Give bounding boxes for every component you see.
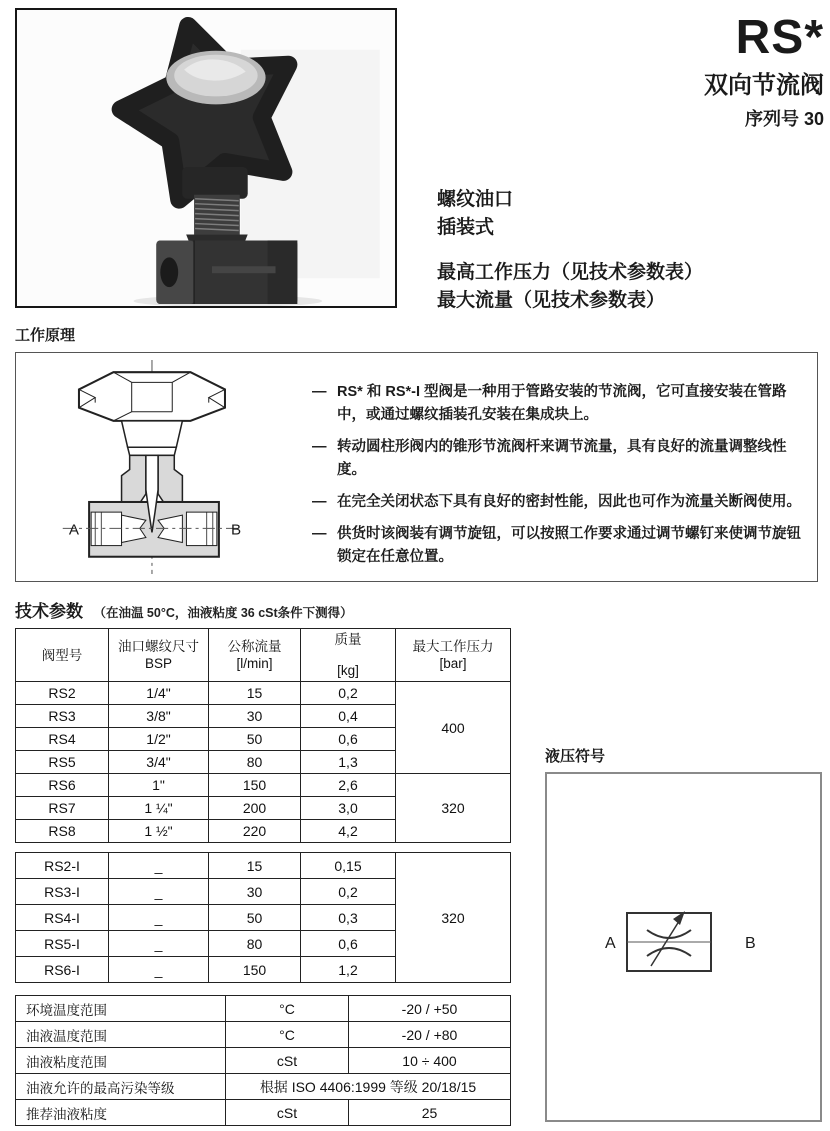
cell-model: RS2-I: [16, 853, 109, 879]
cell-model: RS5: [16, 751, 109, 774]
port-b-label: B: [231, 521, 242, 539]
valve-cross-section-drawing: [29, 358, 279, 576]
cell-thread: _: [109, 957, 209, 983]
table-header-row: [16, 629, 511, 682]
title-block: [704, 11, 824, 131]
cell-model: RS5-I: [16, 931, 109, 957]
cell-condition-label: 环境温度范围: [16, 996, 226, 1022]
cell-thread: 1": [109, 774, 209, 797]
col-header-flow: 公称流量 [l/min]: [209, 629, 301, 682]
cell-thread: _: [109, 853, 209, 879]
cell-flow: 80: [209, 931, 301, 957]
cell-flow: 220: [209, 820, 301, 843]
cell-flow: 200: [209, 797, 301, 820]
cell-thread: 1/4": [109, 682, 209, 705]
cell-mass: 3,0: [301, 797, 396, 820]
hydraulic-symbol-panel: [545, 772, 822, 1122]
feature-line: 最高工作压力（见技术参数表）: [437, 262, 704, 283]
cell-thread: 3/4": [109, 751, 209, 774]
cell-mass: 0,2: [301, 879, 396, 905]
tech-params-title: 技术参数: [15, 602, 83, 621]
cell-mass: 0,2: [301, 682, 396, 705]
table-row: [16, 1048, 511, 1074]
working-principle-panel: [15, 352, 818, 582]
cell-value: 10 ÷ 400: [349, 1048, 511, 1074]
cell-mass: 2,6: [301, 774, 396, 797]
col-header-thread: 油口螺纹尺寸 BSP: [109, 629, 209, 682]
symbol-port-a-label: A: [605, 935, 616, 952]
cell-thread: _: [109, 931, 209, 957]
col-header-pressure: 最大工作压力 [bar]: [396, 629, 511, 682]
product-photo: [15, 8, 397, 308]
cell-thread: 3/8": [109, 705, 209, 728]
cell-condition-label: 油液粘度范围: [16, 1048, 226, 1074]
series-number: 序列号 30: [744, 109, 824, 129]
cell-pressure-group: 400: [396, 682, 511, 774]
cell-model: RS3: [16, 705, 109, 728]
cell-thread: 1 ¼": [109, 797, 209, 820]
cell-model: RS4: [16, 728, 109, 751]
cell-model: RS4-I: [16, 905, 109, 931]
cell-condition-label: 推荐油液粘度: [16, 1100, 226, 1126]
table-row: [16, 1074, 511, 1100]
cell-flow: 50: [209, 905, 301, 931]
cell-merged-value: 根据 ISO 4406:1999 等级 20/18/15: [226, 1074, 511, 1100]
table-row: [16, 1100, 511, 1126]
bullet-item: — 转动圆柱形阀内的锥形节流阀杆来调节流量，具有良好的流量调整线性度。: [312, 436, 812, 482]
cell-value: -20 / +80: [349, 1022, 511, 1048]
cell-mass: 0,6: [301, 728, 396, 751]
cell-flow: 150: [209, 957, 301, 983]
bullet-item: — 供货时该阀装有调节旋钮，可以按照工作要求通过调节螺钉来使调节旋钮锁定在任意位置。: [312, 523, 812, 569]
cell-flow: 50: [209, 728, 301, 751]
cell-thread: _: [109, 905, 209, 931]
cell-model: RS8: [16, 820, 109, 843]
feature-line: 螺纹油口: [437, 189, 514, 210]
valve-type-subtitle: 双向节流阀: [704, 72, 824, 99]
cell-model: RS6: [16, 774, 109, 797]
cell-mass: 0,4: [301, 705, 396, 728]
cell-mass: 1,2: [301, 957, 396, 983]
bullet-item: — 在完全关闭状态下具有良好的密封性能，因此也可作为流量关断阀使用。: [312, 491, 812, 514]
cell-condition-label: 油液温度范围: [16, 1022, 226, 1048]
bullet-item: — RS* 和 RS*-I 型阀是一种用于管路安装的节流阀，它可直接安装在管路中，或通过螺纹插装孔安装在集成块上。: [312, 381, 812, 427]
cell-model: RS2: [16, 682, 109, 705]
cell-flow: 15: [209, 682, 301, 705]
table-row: [16, 996, 511, 1022]
hydraulic-symbol-heading: 液压符号: [545, 748, 606, 765]
tech-params-heading: [15, 597, 353, 622]
working-principle-bullets: [312, 381, 812, 578]
cell-mass: 1,3: [301, 751, 396, 774]
spec-table-cartridge: [15, 852, 511, 983]
cell-thread: 1 ½": [109, 820, 209, 843]
cell-mass: 0,6: [301, 931, 396, 957]
col-header-model: 阀型号: [16, 629, 109, 682]
throttle-valve-symbol: [597, 899, 772, 995]
feature-line: 最大流量（见技术参数表）: [437, 290, 666, 311]
cell-unit: °C: [226, 1022, 349, 1048]
tech-params-note: （在油温 50°C，油液粘度 36 cSt条件下测得）: [93, 606, 353, 620]
cell-model: RS6-I: [16, 957, 109, 983]
symbol-port-b-label: B: [745, 935, 756, 952]
cell-condition-label: 油液允许的最高污染等级: [16, 1074, 226, 1100]
cell-pressure-group: 320: [396, 774, 511, 843]
cell-mass: 4,2: [301, 820, 396, 843]
cell-thread: _: [109, 879, 209, 905]
conditions-table: [15, 995, 511, 1126]
cell-thread: 1/2": [109, 728, 209, 751]
feature-line: 插装式: [437, 217, 495, 238]
table-row: [16, 682, 511, 705]
cell-value: 25: [349, 1100, 511, 1126]
cell-flow: 30: [209, 705, 301, 728]
cell-unit: cSt: [226, 1100, 349, 1126]
col-header-mass: 质量 [kg]: [301, 629, 396, 682]
cell-unit: °C: [226, 996, 349, 1022]
port-a-label: A: [68, 521, 79, 539]
table-row: [16, 1022, 511, 1048]
cell-unit: cSt: [226, 1048, 349, 1074]
cell-model: RS3-I: [16, 879, 109, 905]
cell-flow: 150: [209, 774, 301, 797]
cell-flow: 30: [209, 879, 301, 905]
page-title: RS*: [735, 11, 824, 64]
spec-table-threaded: [15, 628, 511, 843]
working-principle-heading: 工作原理: [15, 327, 76, 344]
cell-value: -20 / +50: [349, 996, 511, 1022]
cell-model: RS7: [16, 797, 109, 820]
cell-pressure-group: 320: [396, 853, 511, 983]
table-row: [16, 774, 511, 797]
table-row: [16, 853, 511, 879]
cell-flow: 15: [209, 853, 301, 879]
valve-photo-illustration: [17, 10, 395, 306]
cell-mass: 0,15: [301, 853, 396, 879]
feature-summary: [437, 186, 703, 315]
cell-flow: 80: [209, 751, 301, 774]
cell-mass: 0,3: [301, 905, 396, 931]
